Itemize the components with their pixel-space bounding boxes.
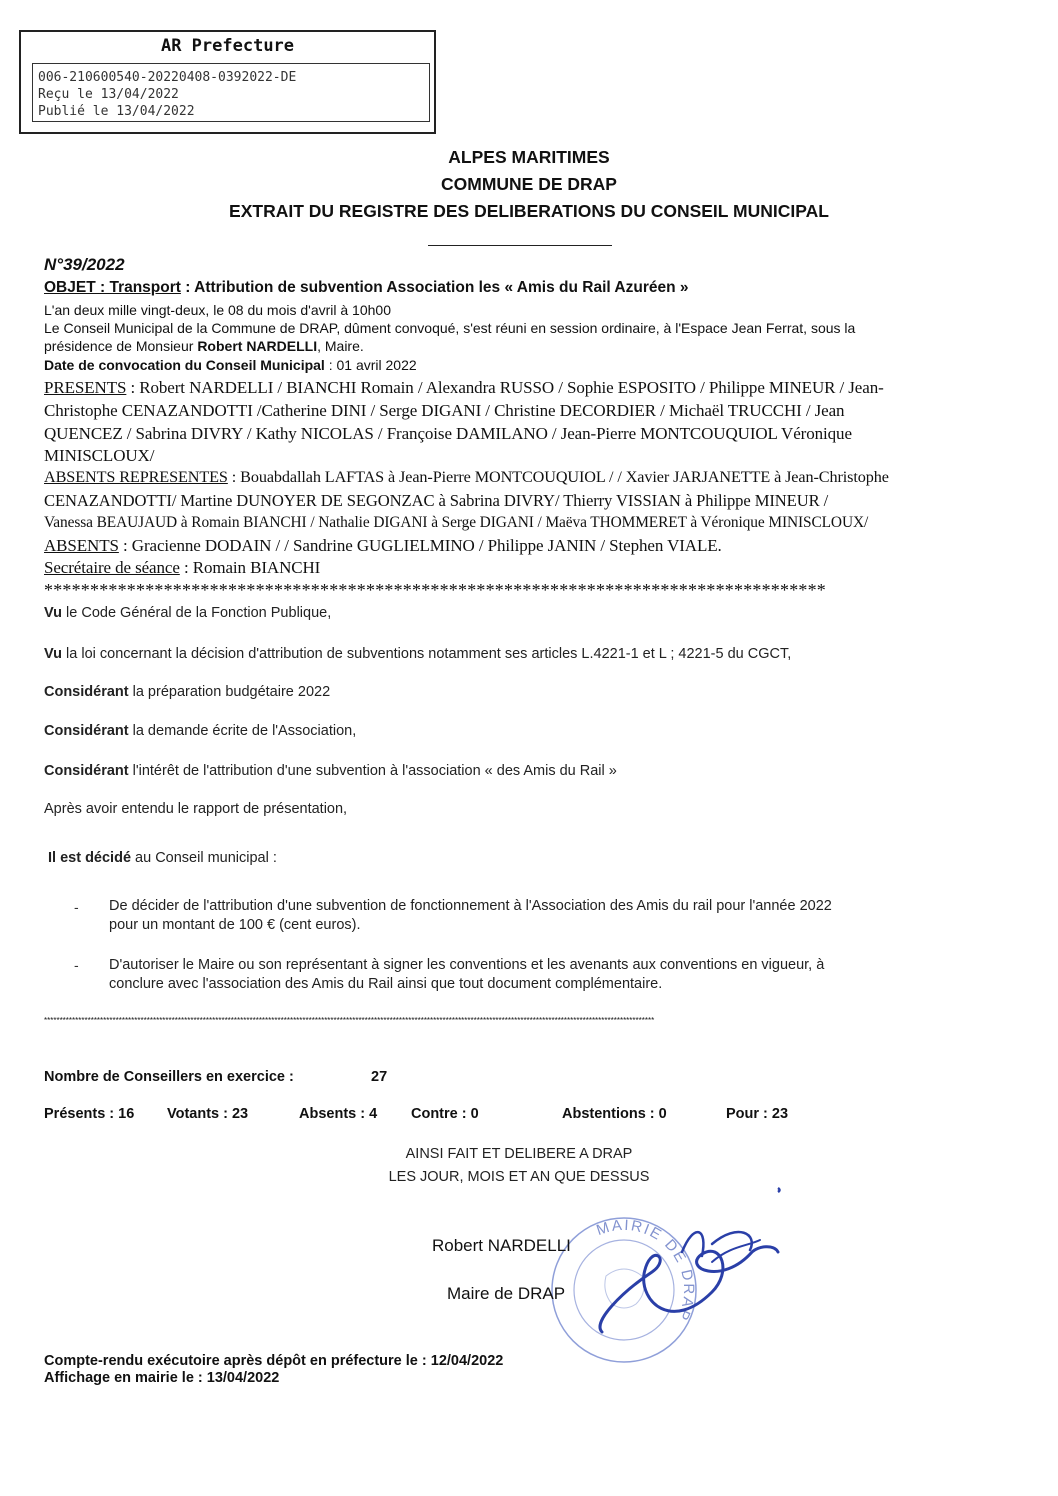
signatory-title: Maire de DRAP xyxy=(447,1284,566,1303)
signatory-name: Robert NARDELLI xyxy=(432,1236,571,1255)
stamp-published-date: Publié le 13/04/2022 xyxy=(38,104,195,119)
stamp-title: AR Prefecture xyxy=(160,36,295,56)
abstentions-count: Abstentions : 0 xyxy=(562,1106,667,1122)
handwritten-signature xyxy=(562,1182,788,1350)
pour-count: Pour : 23 xyxy=(726,1106,789,1122)
contre-count: Contre : 0 xyxy=(411,1106,479,1122)
decision-1-line-1: De décider de l'attribution d'une subvention de fonctionnement à l'Association des Amis du rail pour l'année 2022 xyxy=(109,898,832,914)
absents-represented-label: ABSENTS REPRESENTES xyxy=(44,468,228,486)
heading-divider xyxy=(428,245,612,246)
convocation-label: Date de convocation du Conseil Municipal xyxy=(44,357,325,373)
department-heading: ALPES MARITIMES xyxy=(448,147,610,167)
decision-intro xyxy=(48,850,277,866)
commune-heading: COMMUNE DE DRAP xyxy=(441,174,617,194)
considerant-keyword: Considérant xyxy=(44,684,129,700)
decision-1-line-2: pour un montant de 100 € (cent euros). xyxy=(109,917,361,933)
bullet-dash: - xyxy=(74,957,79,973)
closing-line-2: LES JOUR, MOIS ET AN QUE DESSUS xyxy=(388,1169,650,1185)
vu-loi-text: la loi concernant la décision d'attribution de subventions notamment ses articles L.4221-1 et L ; 4221-5 du CGCT, xyxy=(62,646,792,662)
absents-represented-line-3: Vanessa BEAUJAUD à Romain BIANCHI / Nathalie DIGANI à Serge DIGANI / Maëva THOMMERET à Véronique MINISCLOUX/ xyxy=(44,514,869,531)
considerant-keyword: Considérant xyxy=(44,763,129,779)
vu-keyword: Vu xyxy=(44,605,62,621)
secretary-label: Secrétaire de séance xyxy=(44,558,180,577)
register-heading: EXTRAIT DU REGISTRE DES DELIBERATIONS DU CONSEIL MUNICIPAL xyxy=(229,201,829,221)
convocation-date: : 01 avril 2022 xyxy=(324,357,417,373)
deliberation-object xyxy=(44,279,689,297)
absents-label: ABSENTS xyxy=(44,536,119,555)
absents-represented-line-1 xyxy=(44,468,889,487)
convocation-line xyxy=(44,357,417,373)
decision-2-line-2: conclure avec l'association des Amis du Rail ainsi que tout document complémentaire. xyxy=(109,976,663,992)
considerant-keyword: Considérant xyxy=(44,723,129,739)
apres-line: Après avoir entendu le rapport de présentation, xyxy=(44,801,348,817)
stamp-received-date: Reçu le 13/04/2022 xyxy=(38,87,179,102)
session-line-1: Le Conseil Municipal de la Commune de DRAP, dûment convoqué, s'est réuni en session ordinaire, à l'Espace Jean Ferrat, sous la xyxy=(44,320,856,336)
absents-text: : Gracienne DODAIN / / Sandrine GUGLIELMINO / Philippe JANIN / Stephen VIALE. xyxy=(118,536,722,555)
presents-label: PRESENTS xyxy=(44,378,127,397)
presents-count: Présents : 16 xyxy=(44,1106,135,1122)
considerant-2 xyxy=(44,723,356,739)
presents-line-1 xyxy=(44,378,884,398)
stamp-reference-box xyxy=(32,63,430,122)
absents-represented-line-2: CENAZANDOTTI/ Martine DUNOYER DE SEGONZAC à Sabrina DIVRY/ Thierry VISSIAN à Philippe MINEUR / xyxy=(44,491,829,510)
considerant-1 xyxy=(44,684,330,700)
object-label: OBJET : Transport xyxy=(44,279,181,296)
seal-text: MAIRIE DE DRAP xyxy=(594,1216,698,1325)
presents-line-2: Christophe CENAZANDOTTI /Catherine DINI / Serge DIGANI / Christine DECORDIER / Michaël TRUCCHI / Jean xyxy=(44,401,845,420)
decision-keyword: Il est décidé xyxy=(48,850,132,866)
bullet-dash: - xyxy=(74,899,79,915)
deliberation-number: N°39/2022 xyxy=(44,255,125,274)
vu-keyword: Vu xyxy=(44,646,62,662)
vu-loi-line xyxy=(44,646,791,662)
conseillers-value: 27 xyxy=(371,1069,388,1085)
presents-text: : Robert NARDELLI / BIANCHI Romain / Alexandra RUSSO / Sophie ESPOSITO / Philippe MINEUR / Jean- xyxy=(126,378,884,397)
affichage-line: Affichage en mairie le : 13/04/2022 xyxy=(44,1370,280,1386)
stamp-reference-id: 006-210600540-20220408-0392022-DE xyxy=(38,70,297,85)
session-text-end: , Maire. xyxy=(317,338,364,354)
considerant-text: la demande écrite de l'Association, xyxy=(128,723,357,739)
votants-count: Votants : 23 xyxy=(167,1106,249,1122)
absents-represented-text: : Bouabdallah LAFTAS à Jean-Pierre MONTCOUQUIOL / / Xavier JARJANETTE à Jean-Christophe xyxy=(227,468,889,486)
mayor-name: Robert NARDELLI xyxy=(197,338,318,354)
absents-count: Absents : 4 xyxy=(299,1106,378,1122)
vu-code-text: le Code Général de la Fonction Publique, xyxy=(62,605,332,621)
secretary-line xyxy=(44,558,320,578)
presents-line-4: MINISCLOUX/ xyxy=(44,446,155,465)
vu-code-line xyxy=(44,605,331,621)
session-text: présidence de Monsieur xyxy=(44,338,198,354)
presents-line-3: QUENCEZ / Sabrina DIVRY / Kathy NICOLAS / Françoise DAMILANO / Jean-Pierre MONTCOUQUIOL Véronique xyxy=(44,424,852,443)
decision-intro-text: au Conseil municipal : xyxy=(131,850,277,866)
executoire-line: Compte-rendu exécutoire après dépôt en préfecture le : 12/04/2022 xyxy=(44,1353,504,1369)
considerant-text: l'intérêt de l'attribution d'une subvention à l'association « des Amis du Rail » xyxy=(128,763,617,779)
session-line-2 xyxy=(44,338,364,354)
conseillers-label: Nombre de Conseillers en exercice : xyxy=(44,1069,294,1085)
date-line: L'an deux mille vingt-deux, le 08 du mois d'avril à 10h00 xyxy=(44,302,391,318)
decision-2-line-1: D'autoriser le Maire ou son représentant à signer les conventions et les avenants aux conventions en vigueur, à xyxy=(109,957,825,973)
separator-bottom: **************************************************************************************************************************************************************************************************** xyxy=(44,1016,655,1025)
considerant-text: la préparation budgétaire 2022 xyxy=(128,684,331,700)
considerant-3 xyxy=(44,763,617,779)
closing-line-1: AINSI FAIT ET DELIBERE A DRAP xyxy=(405,1146,633,1162)
absents-line xyxy=(44,536,722,556)
object-text: : Attribution de subvention Association les « Amis du Rail Azuréen » xyxy=(180,279,689,296)
secretary-name: : Romain BIANCHI xyxy=(179,558,321,577)
separator-top: ************************************************************************************* xyxy=(44,580,826,600)
